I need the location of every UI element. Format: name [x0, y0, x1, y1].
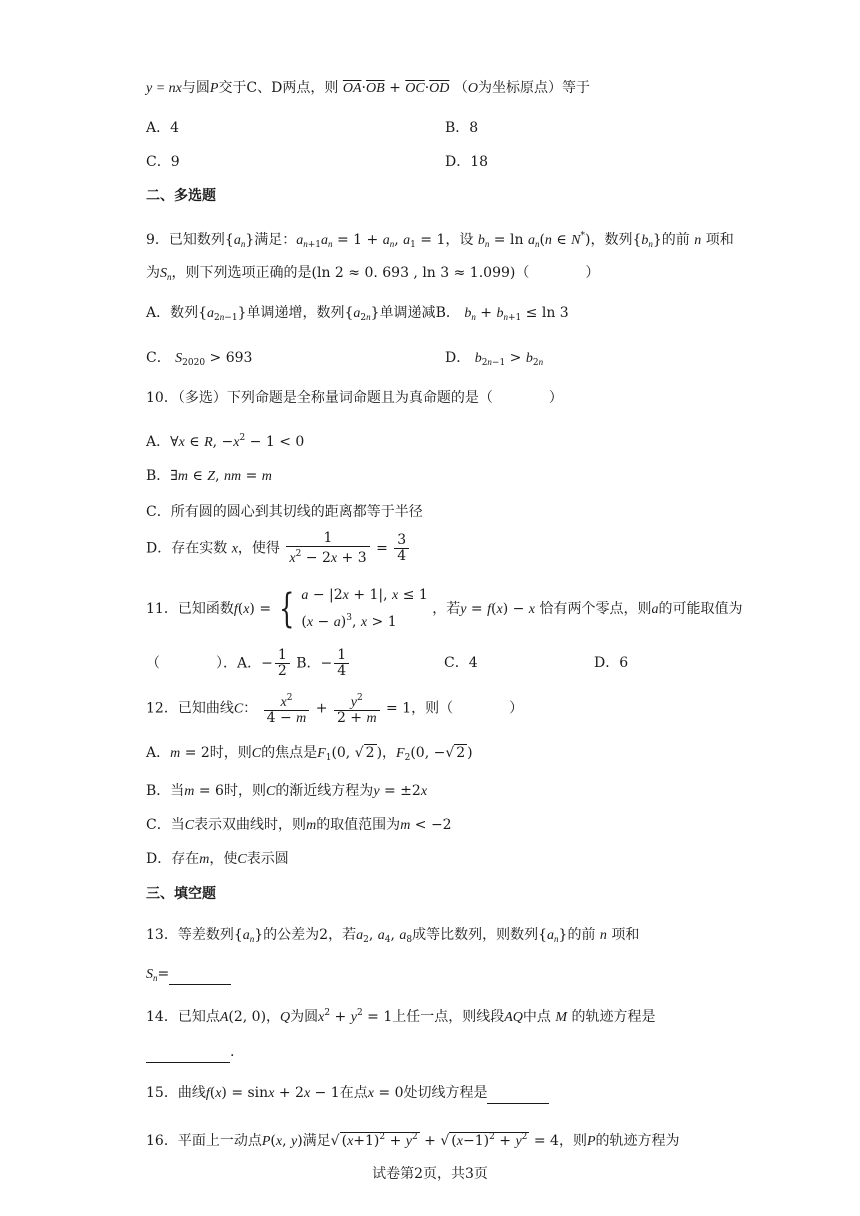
q9-l2-prefix: 为: [146, 265, 160, 281]
q10-option-a: A．∀x ∈ R, $-x^2 - 1 < 0$: [146, 433, 305, 450]
q9-stem: 9．已知数列$\{a_n\}$满足：$a_{n+1}a_n = 1 + a_n$, $a_1 = 1$，设 $b_n = \ln a_n(n$ ∈ N*)，数列$\{b_n\}$的前 n 项和: [146, 231, 734, 250]
q13-stem: 13．等差数列$\{a_n\}$的公差为2，若$a_2$, $a_4$, $a_8$成等比数列，则数列$\{a_n\}$的前 n 项和: [146, 927, 640, 945]
q14-end: .: [230, 1044, 235, 1060]
q8-option-d: D．18: [445, 154, 489, 170]
fraction: $\frac{1}{x^2 - 2x + 3}$: [286, 531, 369, 566]
q8-option-a: A．4: [146, 120, 180, 136]
q14-c: 为圆: [290, 1009, 319, 1025]
q9-stem-line2: 为$S_n$，则下列选项正确的是(ln 2 ≈ 0. 693 , ln 3 ≈ 1.099)（ ）: [146, 265, 600, 282]
q12-a1: A．: [146, 745, 171, 761]
q16-d: 的轨迹方程为: [595, 1133, 680, 1149]
q16-c: ，则: [558, 1133, 587, 1149]
q9-c-label: C．: [146, 350, 171, 366]
q9-a1: A．数列: [146, 305, 199, 321]
piecewise-cases: a − |2x + 1|, x ≤ 1 $(x - a)^3$, x > 1: [301, 587, 428, 630]
q14-answer-line: [146, 1042, 234, 1063]
vector-od: $\overline{OD}$: [429, 81, 450, 96]
q13-eq: =: [157, 966, 170, 982]
q12-option-c: C．当C表示双曲线时，则m的取值范围为m < −2: [146, 817, 452, 833]
vector-oa: $\overline{OA}$: [342, 81, 362, 96]
q12-option-b: B．当m = 6时，则C的渐近线方程为y = ±2x: [146, 783, 428, 799]
q9-a2: 单调递增，数列: [246, 305, 345, 321]
q13-e: 的前: [567, 927, 596, 943]
answer-blank[interactable]: [487, 1083, 549, 1104]
q15-a: 15．曲线: [146, 1085, 206, 1101]
q9-num: 9．已知数列: [146, 232, 225, 248]
q10-stem: 10．（多选）下列命题是全称量词命题且为真命题的是（ ）: [146, 390, 563, 406]
q12-d2: ，使: [209, 851, 238, 867]
q9-paren: （ ）: [515, 265, 600, 281]
vector-ob: $\overline{OB}$: [365, 81, 385, 96]
q8-tail: 为坐标原点）等于: [477, 80, 590, 96]
fraction: $\frac{x^2}{4 - m}$: [264, 691, 310, 726]
q13-f: 项和: [611, 927, 640, 943]
q8-p: P: [209, 81, 219, 96]
q16-stem: 16．平面上一动点P(x, y)满足√ $(x+1)^2 + y^2$ + √ $(x-1)^2 + y^2 = 4$，则P的轨迹方程为: [146, 1132, 680, 1149]
q10-d2: ，使得: [237, 540, 280, 557]
q10-option-c: C．所有圆的圆心到其切线的距离都等于半径: [146, 504, 423, 520]
section-heading-fill-blank: 三、填空题: [146, 886, 216, 902]
q12-b3: 的渐近线方程为: [275, 783, 374, 799]
q11-s3: 恰有两个零点，则: [539, 601, 652, 617]
q12-option-a: A．m = 2时，则C的焦点是$F_1(0$, √ 2 )，$F_2(0$, −√ 2 ): [146, 745, 473, 763]
q12-a2: 时，则: [209, 745, 252, 761]
answer-blank[interactable]: [169, 964, 231, 985]
q12-a3: 的焦点是: [261, 745, 318, 761]
q14-stem: 14．已知点A(2, 0)，Q为圆$x^2 + y^2 = 1$上任一点，则线段AQ中点 M 的轨迹方程是: [146, 1008, 656, 1025]
q13-b: 的公差为: [263, 927, 320, 943]
q13-answer-line: $S_n=$: [146, 964, 231, 988]
piecewise-brace: {: [278, 586, 294, 632]
q15-b: 在点: [339, 1085, 368, 1101]
section-heading-multi-choice: 二、多选题: [146, 188, 216, 204]
q8-option-b: B．8: [445, 120, 479, 136]
q9-option-a: A．数列$\{a_{2n-1}\}$单调递增，数列$\{a_{2n}\}$单调递减B． $b_n + b_{n+1} \le \ln 3$: [146, 305, 569, 323]
q16-a: 16．平面上一动点: [146, 1133, 262, 1149]
q11-b-label: B．: [296, 655, 321, 672]
q12-stem: 12．已知曲线C： $\frac{x^2}{4 - m}$ + $\frac{y^2}{2 + m}$ = 1，则（ ）: [146, 693, 524, 726]
q10-a-label: A．: [146, 434, 171, 450]
fraction: $\frac{y^2}{2 + m}$: [334, 691, 380, 726]
q12-d1: D．存在: [146, 851, 200, 867]
q8-text: 与圆: [181, 80, 210, 96]
q11-paren: （ ）．A．: [146, 655, 262, 672]
q12-c1: C．当: [146, 817, 185, 833]
q12-c3: 的取值范围为: [316, 817, 401, 833]
q12-b2: 时，则: [223, 783, 266, 799]
q12-option-d: D．存在m，使C表示圆: [146, 851, 289, 867]
q16-b: 满足: [302, 1133, 331, 1149]
q14-e: 中点: [522, 1009, 551, 1025]
q9-option-d: D． $b_{2n-1} > b_{2n}$: [445, 350, 544, 368]
q11-s1: 11．已知函数: [146, 601, 234, 617]
q13-a: 13．等差数列: [146, 927, 234, 943]
q12-d3: 表示圆: [246, 851, 289, 867]
fraction: $\frac{1}{2}$: [275, 648, 290, 679]
q14-d: 上任一点，则线段: [392, 1009, 505, 1025]
q11-options: （ ）．A．− $\frac{1}{2}$ B．− $\frac{1}{4}$: [146, 648, 351, 679]
q8-origin: O: [467, 81, 478, 96]
q11-option-d: D．6: [594, 655, 629, 671]
q12-b1: B．当: [146, 783, 185, 799]
q8-stem: y = nx与圆P交于C、D两点，则 $\overline{OA}\cdot\overline{OB} + \overline{OC}\cdot\overline{OD}$ （O为坐标原点）等于: [146, 80, 590, 96]
q9-cond: 满足：: [254, 232, 297, 248]
q9-d-label: D．: [445, 350, 471, 366]
q14-a: 14．已知点: [146, 1009, 220, 1025]
q8-line-eq: y = nx: [146, 81, 182, 96]
q12-c2: 表示双曲线时，则: [194, 817, 307, 833]
page-footer: 试卷第2页，共3页: [372, 1166, 488, 1182]
fraction: $\frac{3}{4}$: [394, 533, 409, 564]
q10-d1: D．存在实数: [146, 540, 228, 557]
q11-s4: 的可能取值为: [658, 601, 743, 617]
q10-b-label: B．: [146, 468, 171, 484]
q13-d: 成等比数列，则数列: [412, 927, 539, 943]
q15-stem: 15．曲线f(x) = sinx + 2x − 1在点x = 0处切线方程是: [146, 1083, 549, 1104]
q14-f: 的轨迹方程是: [571, 1009, 656, 1025]
q10-option-d: D．存在实数 x，使得 $\frac{1}{x^2 - 2x + 3}$ = $\frac{3}{4}$: [146, 531, 411, 566]
q8-paren: （: [453, 80, 468, 96]
q11-stem: 11．已知函数f(x) = { a − |2x + 1|, x ≤ 1 $(x - a)^3$, x > 1 ，若y = f(x) − x 恰有两个零点，则a的可能取值为: [146, 586, 743, 632]
q9-ln-values: (ln 2 ≈ 0. 693 , ln 3 ≈ 1.099): [311, 265, 516, 281]
q13-c: ，若: [328, 927, 357, 943]
q10-option-b: B．∃m ∈ Z, nm = m: [146, 468, 272, 484]
q11-option-c: C．4: [444, 655, 478, 671]
vector-oc: $\overline{OC}$: [405, 81, 425, 96]
q14-b: ，: [266, 1009, 281, 1025]
q15-c: 处切线方程是: [403, 1085, 488, 1101]
q9-option-c: C． $S_{2020} > 693$: [146, 350, 253, 368]
q11-s2: ，若: [432, 601, 461, 617]
q9-a3: 单调递减: [379, 305, 436, 321]
answer-blank[interactable]: [146, 1042, 230, 1063]
q9-l2-mid: ，则下列选项正确的是: [171, 265, 312, 281]
q8-option-c: C．9: [146, 154, 180, 170]
q9-option-b-label: B．: [435, 305, 460, 321]
q12-s1: 12．已知曲线: [146, 700, 234, 717]
fraction: $\frac{1}{4}$: [334, 648, 349, 679]
q12-s2: ，则（ ）: [411, 700, 524, 717]
q8-text2: 交于C、D两点，则: [218, 80, 339, 96]
